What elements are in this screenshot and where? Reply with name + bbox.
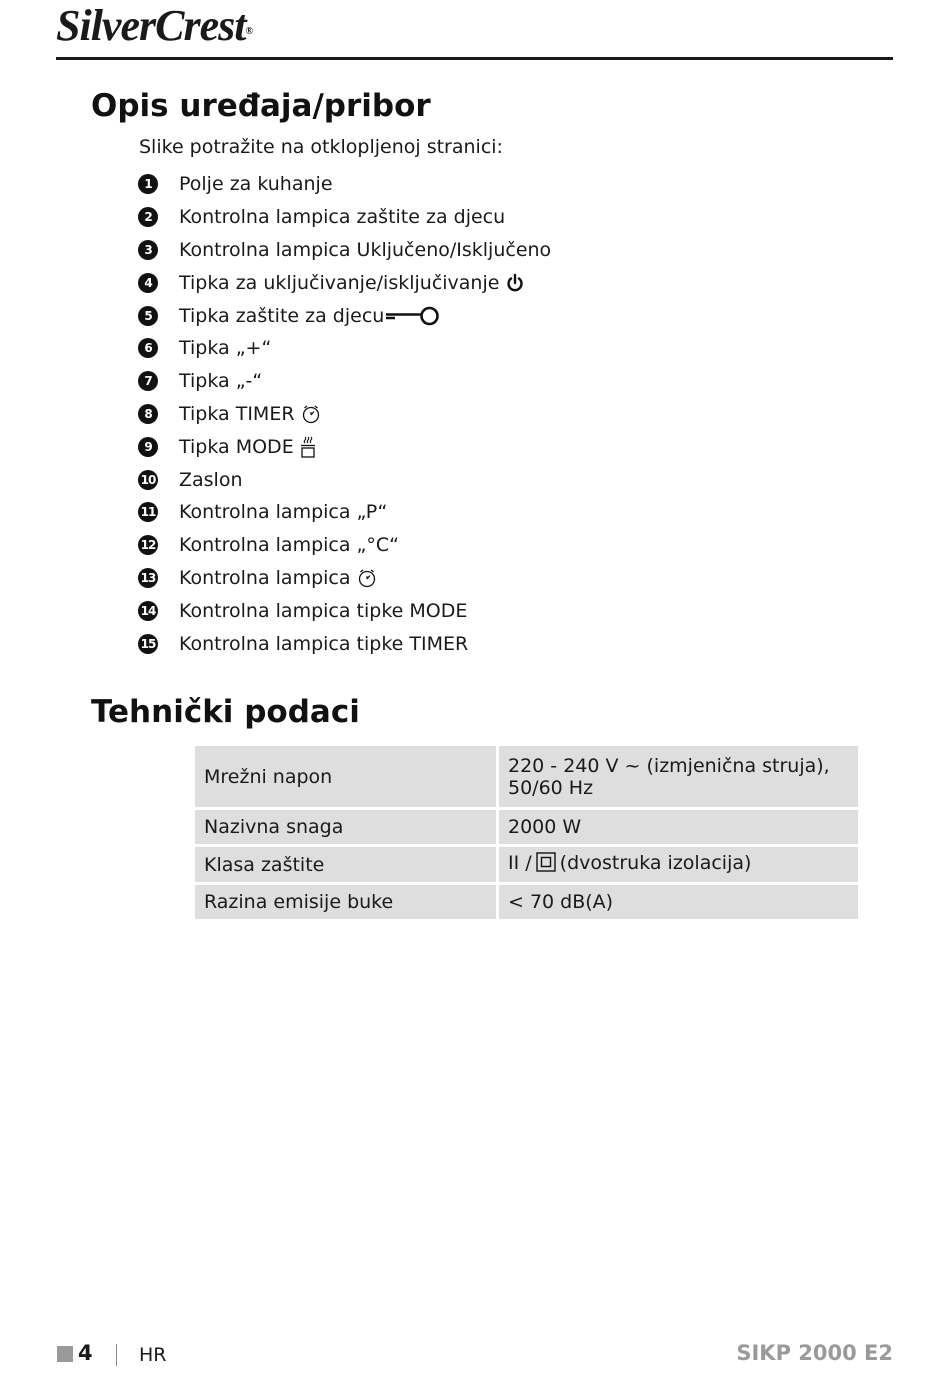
- spec-key: Nazivna snaga: [195, 810, 499, 847]
- item-number-badge: 7: [138, 371, 158, 391]
- timer-icon: [301, 404, 321, 424]
- footer-square-marker: [57, 1346, 73, 1362]
- spec-value-line: 50/60 Hz: [508, 776, 594, 799]
- list-item: [138, 332, 551, 365]
- mode-icon: [300, 436, 316, 458]
- key-lock-icon: [385, 305, 441, 327]
- item-number-badge: 1: [138, 174, 158, 194]
- list-item: [138, 365, 551, 398]
- section-title-description: Opis uređaja/pribor: [91, 88, 431, 124]
- specs-table: [195, 746, 858, 922]
- spec-value: < 70 dB(A): [499, 885, 858, 922]
- item-label: Kontrolna lampica „°C“: [179, 534, 400, 557]
- spec-value: [499, 746, 858, 810]
- spec-value: [499, 847, 858, 885]
- model-number: SIKP 2000 E2: [736, 1341, 893, 1365]
- table-row: [195, 847, 858, 885]
- item-label: Tipka za uključivanje/isključivanje: [179, 271, 500, 294]
- list-item: [138, 562, 551, 595]
- list-item: [138, 168, 551, 201]
- double-insulation-icon: [536, 852, 556, 877]
- item-label: Tipka „+“: [179, 337, 272, 360]
- list-item: [138, 463, 551, 496]
- item-label: Zaslon: [179, 468, 243, 491]
- list-item: [138, 627, 551, 660]
- item-number-badge: 12: [138, 535, 158, 555]
- item-label: Kontrolna lampica Uključeno/Isključeno: [179, 238, 552, 261]
- item-label: Kontrolna lampica tipke MODE: [179, 599, 468, 622]
- item-number-badge: 14: [138, 601, 158, 621]
- item-label: Tipka „-“: [179, 370, 263, 393]
- item-label: Kontrolna lampica zaštite za djecu: [179, 206, 506, 229]
- language-code: HR: [139, 1344, 167, 1366]
- item-label: Kontrolna lampica: [179, 566, 351, 589]
- table-row: [195, 810, 858, 847]
- power-icon: [505, 273, 525, 293]
- item-number-badge: 3: [138, 240, 158, 260]
- item-number-badge: 9: [138, 437, 158, 457]
- item-label: Tipka zaštite za djecu: [179, 304, 385, 327]
- item-label: Kontrolna lampica „P“: [179, 501, 388, 524]
- spec-value-prefix: II /: [508, 852, 532, 874]
- parts-list: [138, 168, 551, 660]
- spec-key: Mrežni napon: [195, 746, 499, 810]
- page-number: 4: [78, 1341, 93, 1365]
- item-label: Polje za kuhanje: [179, 173, 333, 196]
- spec-key: Klasa zaštite: [195, 847, 499, 885]
- list-item: [138, 430, 551, 463]
- item-number-badge: 11: [138, 502, 158, 522]
- spec-key: Razina emisije buke: [195, 885, 499, 922]
- section-title-specs: Tehnički podaci: [91, 694, 360, 730]
- spec-value-suffix: (dvostruka izolacija): [559, 852, 752, 874]
- spec-value: 2000 W: [499, 810, 858, 847]
- item-number-badge: 6: [138, 338, 158, 358]
- spec-value-line: 220 - 240 V ~ (izmjenična struja),: [508, 754, 830, 777]
- list-item: [138, 234, 551, 267]
- item-number-badge: 4: [138, 273, 158, 293]
- list-item: [138, 266, 551, 299]
- header-rule: [56, 57, 893, 60]
- item-label: Tipka MODE: [179, 435, 294, 458]
- item-number-badge: 10: [138, 470, 158, 490]
- item-number-badge: 5: [138, 306, 158, 326]
- list-item: [138, 594, 551, 627]
- brand-logo: SilverCrest®: [56, 1, 252, 50]
- table-row: [195, 746, 858, 810]
- list-item: [138, 496, 551, 529]
- list-item: [138, 398, 551, 431]
- list-item: [138, 529, 551, 562]
- item-label: Tipka TIMER: [179, 402, 295, 425]
- list-item: [138, 201, 551, 234]
- table-row: [195, 885, 858, 922]
- item-number-badge: 2: [138, 207, 158, 227]
- item-number-badge: 13: [138, 568, 158, 588]
- item-number-badge: 15: [138, 634, 158, 654]
- item-label: Kontrolna lampica tipke TIMER: [179, 632, 469, 655]
- timer-icon: [357, 568, 377, 588]
- footer-divider: [116, 1344, 117, 1366]
- item-number-badge: 8: [138, 404, 158, 424]
- intro-text: Slike potražite na otklopljenoj stranici:: [139, 136, 503, 158]
- list-item: [138, 299, 551, 332]
